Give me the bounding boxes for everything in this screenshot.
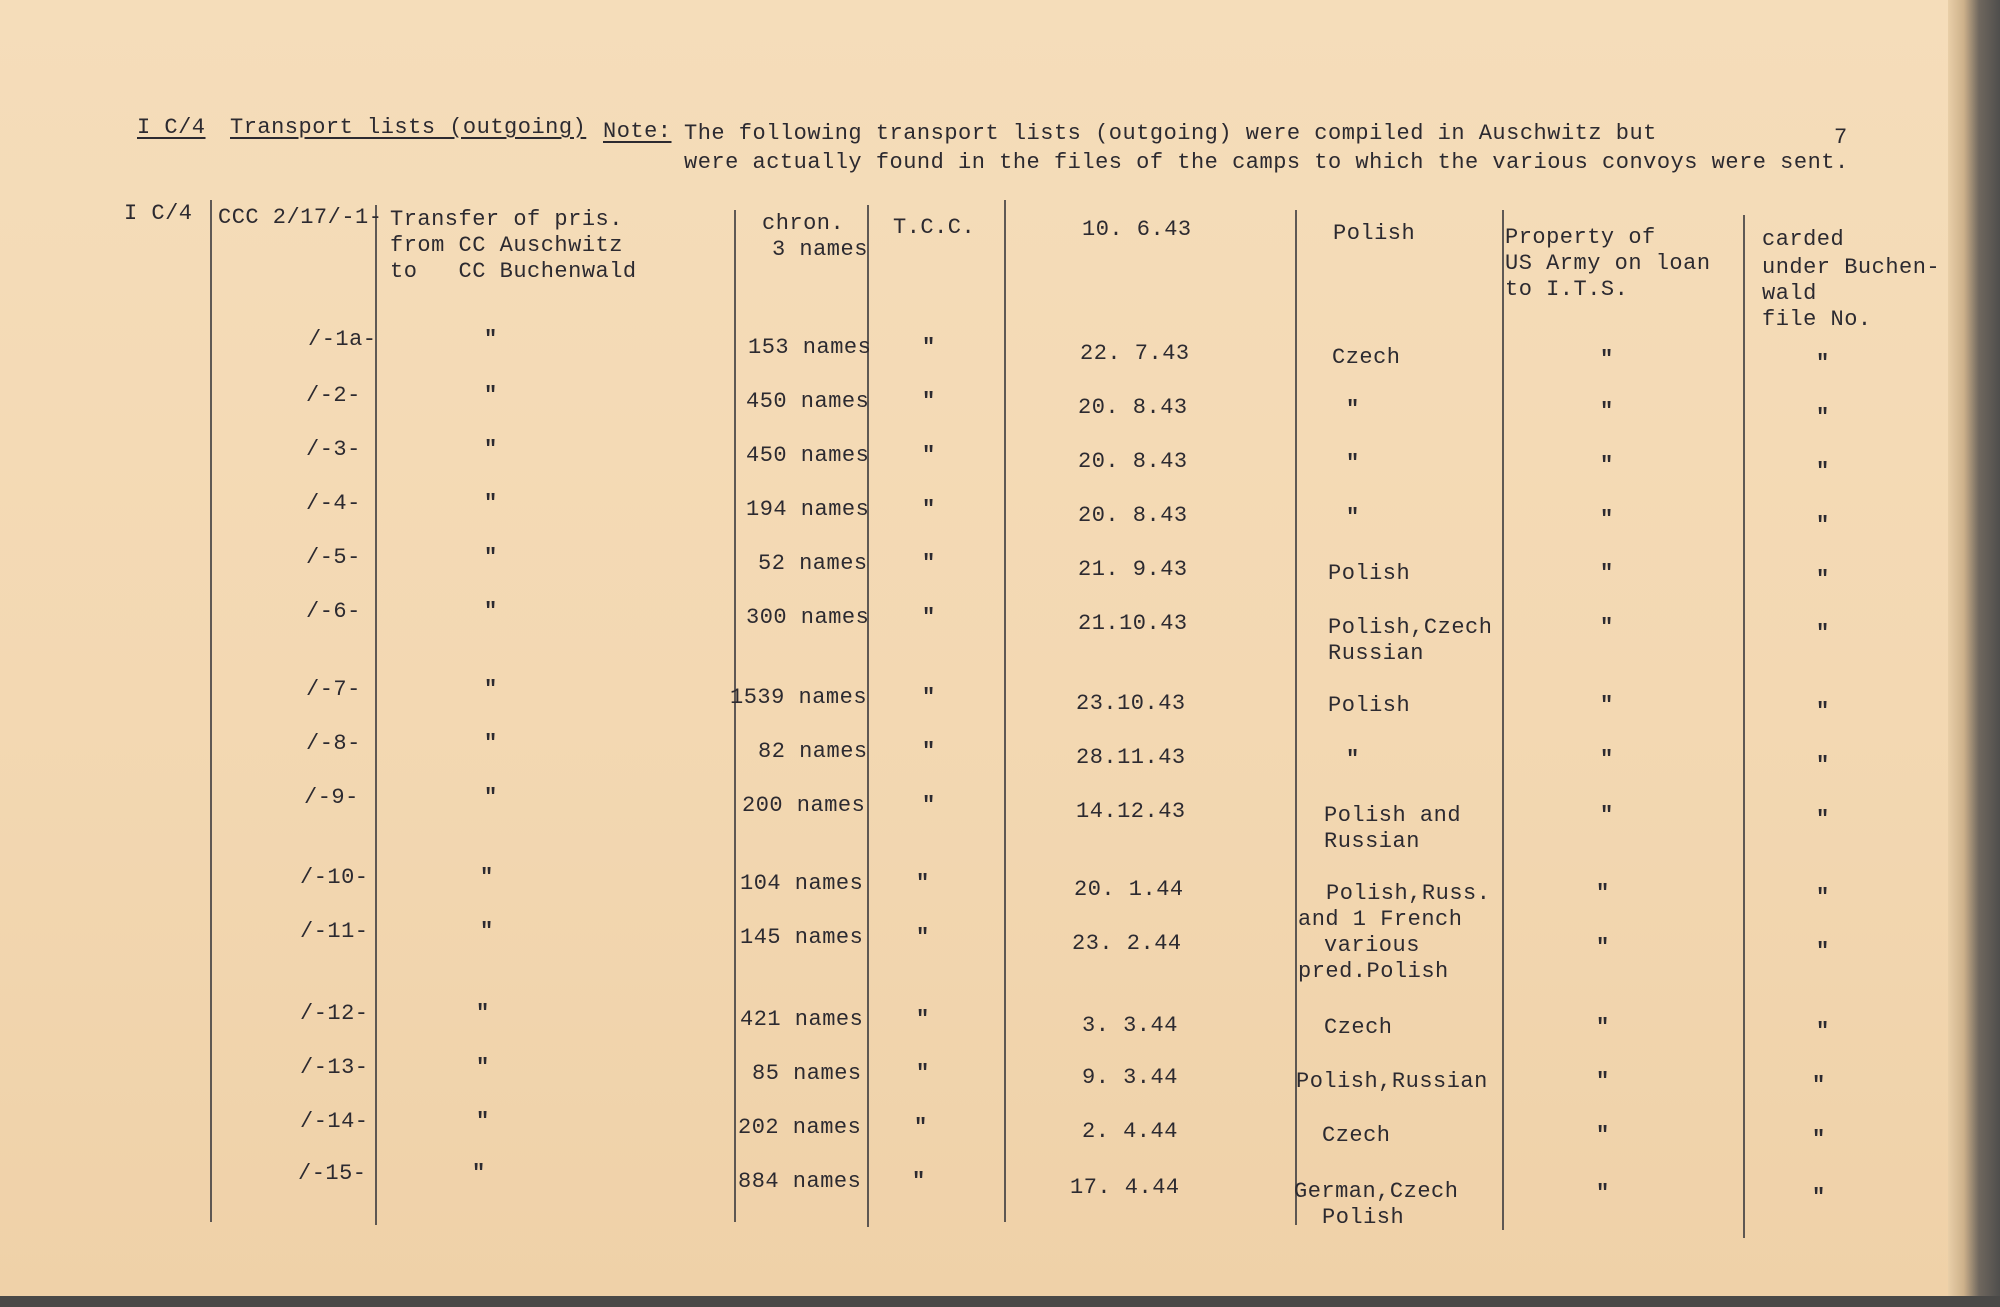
row-reference: /-8-	[306, 731, 361, 756]
nationality: Czech	[1322, 1123, 1391, 1148]
tcc-ditto: "	[922, 793, 936, 818]
document-title: Transport lists (outgoing)	[230, 115, 587, 140]
note-label: Note:	[603, 119, 672, 144]
names-count: 82 names	[758, 739, 868, 764]
nationality: "	[1346, 397, 1360, 422]
carded-ditto: "	[1816, 699, 1830, 724]
section-heading: I C/4	[137, 115, 206, 140]
row-reference: /-14-	[300, 1109, 369, 1134]
transport-date: 10. 6.43	[1082, 217, 1192, 242]
tcc-ditto: "	[922, 389, 936, 414]
property-ditto: "	[1600, 507, 1614, 532]
row-reference: /-2-	[306, 383, 361, 408]
description-ditto: "	[476, 1109, 490, 1134]
names-count: 202 names	[738, 1115, 862, 1140]
row-reference: /-12-	[300, 1001, 369, 1026]
description-ditto: "	[484, 785, 498, 810]
carded-ditto: "	[1816, 753, 1830, 778]
names-count: 3 names	[772, 237, 868, 262]
description-ditto: "	[484, 731, 498, 756]
names-count: 421 names	[740, 1007, 864, 1032]
row-reference: /-13-	[300, 1055, 369, 1080]
carded-ditto: "	[1816, 885, 1830, 910]
description-ditto: "	[472, 1161, 486, 1186]
tcc-ditto: "	[914, 1115, 928, 1140]
row-reference: CCC 2/17/-1-	[218, 205, 383, 230]
property-line2: US Army on loan	[1505, 251, 1711, 276]
names-count: 450 names	[746, 443, 870, 468]
names-count: 1539 names	[730, 685, 868, 710]
tcc-label: T.C.C.	[893, 215, 976, 240]
row-reference: /-5-	[306, 545, 361, 570]
transport-date: 22. 7.43	[1080, 341, 1190, 366]
names-count: 450 names	[746, 389, 870, 414]
row-reference: /-7-	[306, 677, 361, 702]
description-ditto: "	[484, 491, 498, 516]
description-ditto: "	[484, 545, 498, 570]
column-rule	[210, 200, 212, 1222]
description-ditto: "	[480, 865, 494, 890]
property-ditto: "	[1600, 453, 1614, 478]
carded-ditto: "	[1816, 459, 1830, 484]
names-count: 145 names	[740, 925, 864, 950]
description-line1: Transfer of pris.	[390, 207, 623, 232]
nationality: Polish,Russ.	[1326, 881, 1491, 906]
transport-date: 9. 3.44	[1082, 1065, 1178, 1090]
chron-label: chron.	[762, 211, 845, 236]
transport-date: 23. 2.44	[1072, 931, 1182, 956]
transport-date: 17. 4.44	[1070, 1175, 1180, 1200]
nationality-line2: and 1 French	[1298, 907, 1463, 932]
tcc-ditto: "	[922, 605, 936, 630]
transport-date: 28.11.43	[1076, 745, 1186, 770]
column-rule	[1743, 215, 1745, 1238]
tcc-ditto: "	[922, 497, 936, 522]
nationality: "	[1346, 747, 1360, 772]
tcc-ditto: "	[916, 1061, 930, 1086]
carded-line1: carded	[1762, 227, 1845, 252]
names-count: 104 names	[740, 871, 864, 896]
property-line1: Property of	[1505, 225, 1656, 250]
property-ditto: "	[1596, 1015, 1610, 1040]
property-ditto: "	[1600, 747, 1614, 772]
note-text-line1: The following transport lists (outgoing) were compiled in Auschwitz but	[684, 121, 1657, 146]
carded-ditto: "	[1816, 351, 1830, 376]
carded-ditto: "	[1816, 513, 1830, 538]
tcc-ditto: "	[916, 871, 930, 896]
nationality: Czech	[1324, 1015, 1393, 1040]
property-ditto: "	[1600, 347, 1614, 372]
property-ditto: "	[1596, 935, 1610, 960]
transport-date: 20. 8.43	[1078, 395, 1188, 420]
nationality: Polish,Russian	[1296, 1069, 1488, 1094]
nationality: Czech	[1332, 345, 1401, 370]
transport-date: 20. 8.43	[1078, 503, 1188, 528]
description-ditto: "	[484, 599, 498, 624]
row-reference: /-1a-	[308, 327, 377, 352]
tcc-ditto: "	[916, 1007, 930, 1032]
transport-date: 23.10.43	[1076, 691, 1186, 716]
description-ditto: "	[484, 327, 498, 352]
note-text-line2: were actually found in the files of the camps to which the various convoys were sent.	[684, 150, 1849, 175]
property-ditto: "	[1596, 1069, 1610, 1094]
nationality-line2: pred.Polish	[1298, 959, 1449, 984]
carded-ditto: "	[1816, 405, 1830, 430]
tcc-ditto: "	[922, 551, 936, 576]
row-reference: /-6-	[306, 599, 361, 624]
transport-date: 20. 8.43	[1078, 449, 1188, 474]
names-count: 52 names	[758, 551, 868, 576]
description-ditto: "	[476, 1055, 490, 1080]
tcc-ditto: "	[922, 443, 936, 468]
property-ditto: "	[1600, 561, 1614, 586]
property-ditto: "	[1600, 615, 1614, 640]
column-rule	[1502, 210, 1504, 1230]
transport-date: 2. 4.44	[1082, 1119, 1178, 1144]
nationality: Polish	[1328, 693, 1411, 718]
column-rule	[734, 210, 736, 1222]
transport-date: 21. 9.43	[1078, 557, 1188, 582]
nationality: German,Czech	[1294, 1179, 1459, 1204]
names-count: 85 names	[752, 1061, 862, 1086]
property-ditto: "	[1596, 1123, 1610, 1148]
transport-date: 20. 1.44	[1074, 877, 1184, 902]
property-ditto: "	[1596, 1181, 1610, 1206]
column-rule	[375, 205, 377, 1225]
carded-ditto: "	[1816, 939, 1830, 964]
nationality: various	[1324, 933, 1420, 958]
names-count: 194 names	[746, 497, 870, 522]
nationality: Polish and	[1324, 803, 1462, 828]
page-bottom-shadow	[0, 1296, 2000, 1307]
description-ditto: "	[480, 919, 494, 944]
names-count: 153 names	[748, 335, 872, 360]
row-reference: /-11-	[300, 919, 369, 944]
carded-ditto: "	[1816, 567, 1830, 592]
description-line2: from CC Auschwitz	[390, 233, 623, 258]
carded-ditto: "	[1812, 1185, 1826, 1210]
nationality-line2: Russian	[1324, 829, 1420, 854]
names-count: 300 names	[746, 605, 870, 630]
nationality: "	[1346, 451, 1360, 476]
carded-ditto: "	[1812, 1127, 1826, 1152]
carded-ditto: "	[1816, 621, 1830, 646]
description-line3: to CC Buchenwald	[390, 259, 637, 284]
page-edge	[1948, 0, 2000, 1307]
transport-date: 21.10.43	[1078, 611, 1188, 636]
row-reference: /-3-	[306, 437, 361, 462]
carded-ditto: "	[1816, 1019, 1830, 1044]
carded-ditto: "	[1816, 807, 1830, 832]
tcc-ditto: "	[922, 335, 936, 360]
transport-date: 14.12.43	[1076, 799, 1186, 824]
property-ditto: "	[1596, 881, 1610, 906]
description-ditto: "	[484, 383, 498, 408]
property-ditto: "	[1600, 399, 1614, 424]
row-section: I C/4	[124, 201, 193, 226]
row-reference: /-10-	[300, 865, 369, 890]
nationality: Polish	[1333, 221, 1416, 246]
names-count: 884 names	[738, 1169, 862, 1194]
nationality: "	[1346, 505, 1360, 530]
tcc-ditto: "	[922, 685, 936, 710]
tcc-ditto: "	[912, 1169, 926, 1194]
column-rule	[1004, 200, 1006, 1222]
transport-date: 3. 3.44	[1082, 1013, 1178, 1038]
description-ditto: "	[484, 677, 498, 702]
row-reference: /-9-	[304, 785, 359, 810]
row-reference: /-15-	[298, 1161, 367, 1186]
nationality: Polish,Czech	[1328, 615, 1493, 640]
nationality-line2: Polish	[1322, 1205, 1405, 1230]
carded-ditto: "	[1812, 1073, 1826, 1098]
carded-line3: wald	[1762, 281, 1817, 306]
row-reference: /-4-	[306, 491, 361, 516]
description-ditto: "	[484, 437, 498, 462]
description-ditto: "	[476, 1001, 490, 1026]
tcc-ditto: "	[922, 739, 936, 764]
nationality: Polish	[1328, 561, 1411, 586]
page-number: 7	[1834, 125, 1848, 150]
tcc-ditto: "	[916, 925, 930, 950]
property-ditto: "	[1600, 693, 1614, 718]
carded-line2: under Buchen-	[1762, 255, 1941, 280]
property-ditto: "	[1600, 803, 1614, 828]
nationality-line2: Russian	[1328, 641, 1424, 666]
carded-line4: file No.	[1762, 307, 1872, 332]
property-line3: to I.T.S.	[1505, 277, 1629, 302]
names-count: 200 names	[742, 793, 866, 818]
